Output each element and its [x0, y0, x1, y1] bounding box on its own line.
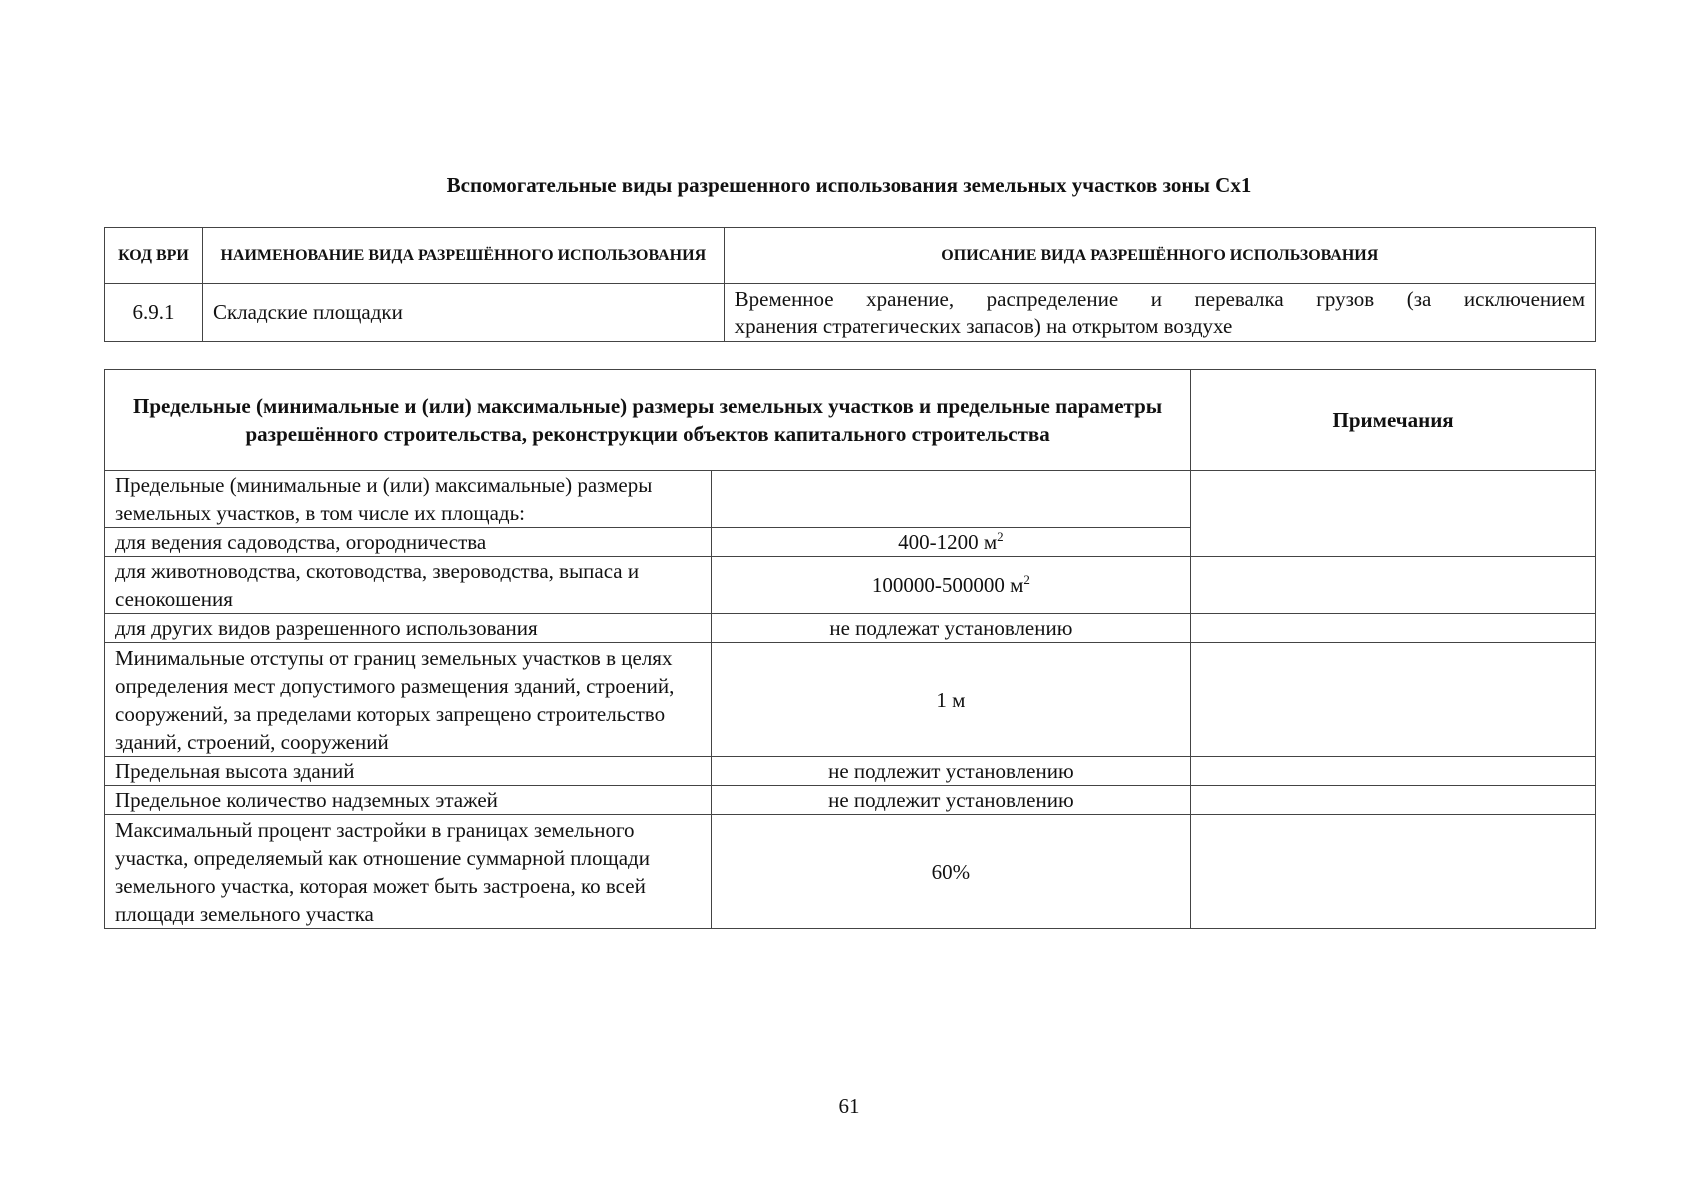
table-header-row	[105, 370, 1596, 471]
param-label: для животноводства, скотоводства, звероводства, выпаса и сенокошения	[105, 557, 712, 614]
parameters-table	[104, 369, 1596, 929]
param-note	[1191, 471, 1596, 557]
param-note	[1191, 786, 1596, 815]
param-label: для ведения садоводства, огородничества	[105, 528, 712, 557]
param-label: для других видов разрешенного использования	[105, 614, 712, 643]
param-note	[1191, 557, 1596, 614]
table-row	[105, 757, 1596, 786]
cell-name: Складские площадки	[202, 284, 724, 342]
table-row	[105, 471, 1596, 528]
param-label: Максимальный процент застройки в границах земельного участка, определяемый как отношение суммарной площади земельного участка, которая может быть застроена, ко всей площади земельного участка	[105, 815, 712, 929]
table-header-row	[105, 228, 1596, 284]
permitted-uses-table	[104, 227, 1596, 342]
param-label: Предельные (минимальные и (или) максимальные) размеры земельных участков, в том числе их площадь:	[105, 471, 712, 528]
param-note	[1191, 815, 1596, 929]
unit-superscript: 2	[997, 529, 1004, 544]
param-note	[1191, 643, 1596, 757]
param-note	[1191, 757, 1596, 786]
param-value: не подлежат установлению	[711, 614, 1191, 643]
param-value: 1 м	[711, 643, 1191, 757]
table-row	[105, 815, 1596, 929]
cell-description	[724, 284, 1595, 342]
header-notes: Примечания	[1191, 370, 1596, 471]
page-number: 61	[838, 1094, 860, 1118]
table-row	[105, 643, 1596, 757]
header-description: ОПИСАНИЕ ВИДА РАЗРЕШЁННОГО ИСПОЛЬЗОВАНИЯ	[724, 228, 1595, 284]
param-value	[711, 471, 1191, 528]
param-label: Предельная высота зданий	[105, 757, 712, 786]
table-row	[105, 786, 1596, 815]
param-label: Минимальные отступы от границ земельных участков в целях определения мест допустимого размещения зданий, строений, сооружений, за пределами которых запрещено строительство зданий, строений, сооружений	[105, 643, 712, 757]
header-code: КОД ВРИ	[105, 228, 203, 284]
table-row	[105, 284, 1596, 342]
param-value: не подлежит установлению	[711, 786, 1191, 815]
unit-superscript: 2	[1023, 572, 1030, 587]
page-title: Вспомогательные виды разрешенного использования земельных участков зоны Сх1	[446, 173, 1252, 197]
description-line-1: Временное хранение, распределение и перевалка грузов (за исключением	[734, 286, 1585, 311]
param-value: не подлежит установлению	[711, 757, 1191, 786]
param-value: 100000-500000 $м^2$	[711, 557, 1191, 614]
cell-code: 6.9.1	[105, 284, 203, 342]
param-note	[1191, 614, 1596, 643]
table-row	[105, 557, 1596, 614]
header-name: НАИМЕНОВАНИЕ ВИДА РАЗРЕШЁННОГО ИСПОЛЬЗОВАНИЯ	[202, 228, 724, 284]
param-value: 60%	[711, 815, 1191, 929]
param-label: Предельное количество надземных этажей	[105, 786, 712, 815]
table-row	[105, 614, 1596, 643]
header-parameters: Предельные (минимальные и (или) максимальные) размеры земельных участков и предельные параметры разрешённого строительства, реконструкции объектов капитального строительства	[105, 370, 1191, 471]
description-line-2: хранения стратегических запасов) на открытом воздухе	[734, 313, 1233, 338]
param-value: 400-1200 $м^2$	[711, 528, 1191, 557]
